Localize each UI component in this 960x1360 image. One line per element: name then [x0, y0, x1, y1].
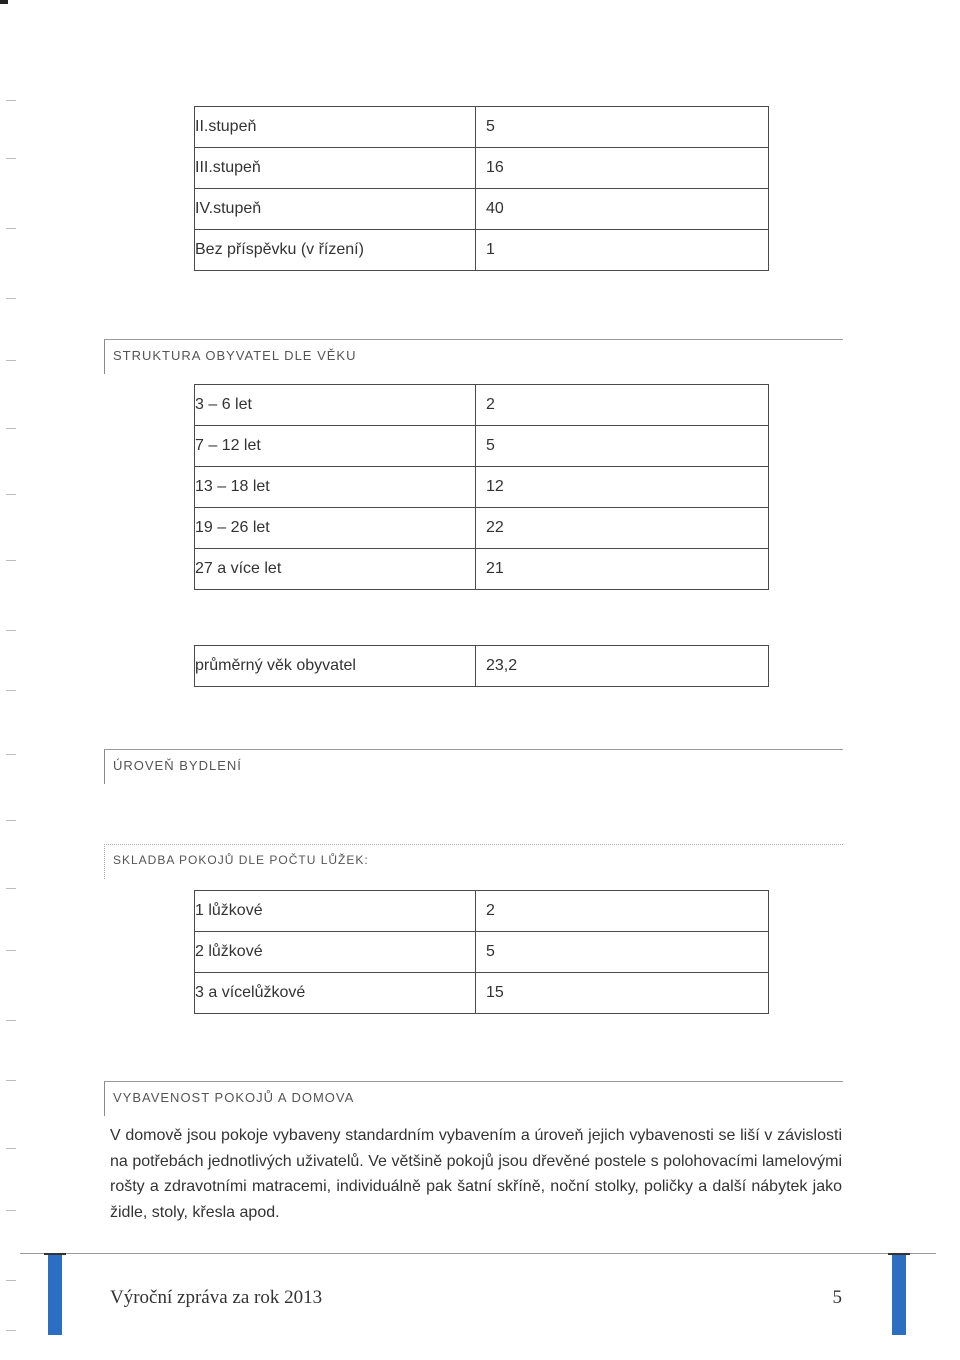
table-cell-value: 21: [476, 549, 769, 590]
table-cell-label: III.stupeň: [195, 148, 476, 189]
table-row: [195, 189, 769, 230]
table-cell-value: 23,2: [476, 646, 769, 687]
table-cell-value: 22: [476, 508, 769, 549]
table-row: [195, 932, 769, 973]
table-row: [195, 148, 769, 189]
footer-title: Výroční zpráva za rok 2013: [110, 1287, 323, 1308]
table-cell-label: 19 – 26 let: [195, 508, 476, 549]
table-row: [195, 230, 769, 271]
table-row: [195, 646, 769, 687]
margin-ticks: [6, 30, 18, 1360]
section-heading-age: STRUKTURA OBYVATEL DLE VĚKU: [104, 339, 843, 374]
equipment-paragraph: V domově jsou pokoje vybaveny standardním vybavením a úroveň jejich vybavenosti se liší v závislosti na potřebách jednotlivých uživatelů. Ve většině pokojů jsou dřevěné postele s polohovacími lamelovými rošty a zdravotními matracemi, individuálně pak šatní skříně, noční stolky, poličky a další nábytek jako židle, stoly, křesla apod.: [110, 1127, 842, 1221]
table-cell-label: 7 – 12 let: [195, 426, 476, 467]
table-row: [195, 973, 769, 1014]
table-row: [195, 385, 769, 426]
average-age-table: [194, 645, 769, 687]
page-number: 5: [832, 1287, 842, 1308]
section-heading-housing: ÚROVEŇ BYDLENÍ: [104, 749, 843, 784]
age-structure-table: [194, 384, 769, 590]
table-cell-value: 5: [476, 932, 769, 973]
table-cell-label: průměrný věk obyvatel: [195, 646, 476, 687]
footer-accent-bar-left: [48, 1255, 62, 1335]
footer-divider: [20, 1253, 936, 1254]
table-cell-label: 27 a více let: [195, 549, 476, 590]
section-heading-equipment: VYBAVENOST POKOJŮ A DOMOVA: [104, 1081, 843, 1116]
section-heading-rooms: SKLADBA POKOJŮ DLE POČTU LŮŽEK:: [104, 844, 843, 879]
table-cell-value: 5: [476, 107, 769, 148]
table-cell-label: 3 a vícelůžkové: [195, 973, 476, 1014]
table-row: [195, 549, 769, 590]
table-cell-label: 3 – 6 let: [195, 385, 476, 426]
table-row: [195, 467, 769, 508]
table-cell-label: Bez příspěvku (v řízení): [195, 230, 476, 271]
page-edge-mark: [0, 0, 8, 4]
table-cell-value: 2: [476, 891, 769, 932]
care-level-table: [194, 106, 769, 271]
table-cell-value: 1: [476, 230, 769, 271]
table-cell-label: 13 – 18 let: [195, 467, 476, 508]
table-cell-label: IV.stupeň: [195, 189, 476, 230]
table-cell-value: 12: [476, 467, 769, 508]
table-cell-value: 16: [476, 148, 769, 189]
footer-accent-bar-right: [892, 1255, 906, 1335]
table-cell-value: 15: [476, 973, 769, 1014]
table-cell-value: 5: [476, 426, 769, 467]
table-row: [195, 107, 769, 148]
table-cell-label: II.stupeň: [195, 107, 476, 148]
table-cell-label: 1 lůžkové: [195, 891, 476, 932]
table-row: [195, 891, 769, 932]
room-composition-table: [194, 890, 769, 1014]
table-row: [195, 426, 769, 467]
table-cell-value: 40: [476, 189, 769, 230]
table-cell-label: 2 lůžkové: [195, 932, 476, 973]
table-cell-value: 2: [476, 385, 769, 426]
table-row: [195, 508, 769, 549]
